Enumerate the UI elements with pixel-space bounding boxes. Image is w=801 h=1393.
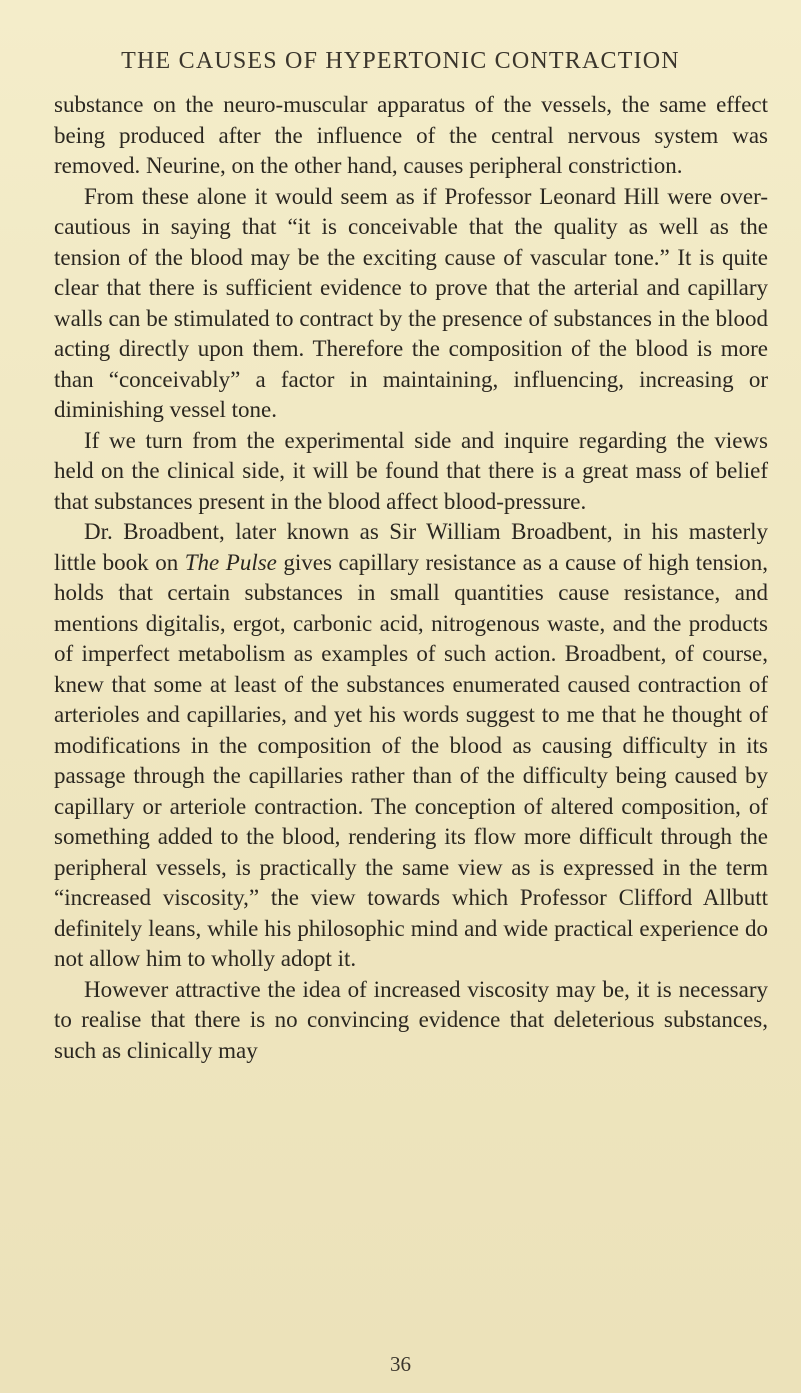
paragraph-4-lead: Dr. Broadbent, later known as Sir William Broadbent, in his masterly little book on [54,519,768,575]
paragraph-4 [54,517,768,975]
paragraph-1: substance on the neuro-muscular apparatus of the vessels, the same effect being produced after the influence of the central nervous system was removed. Neurine, on the other hand, causes peripheral constriction. [54,92,768,178]
page-number: 36 [390,1352,411,1376]
paragraph-5: However attractive the idea of increased viscosity may be, it is necessary to realise that there is no convincing evidence that deleterious substances, such as clinically may [54,976,768,1063]
book-title-the-pulse: The Pulse [184,549,277,575]
paragraph-3: If we turn from the experimental side and inquire regarding the views held on the clinical side, it will be found that there is a great mass of belief that substances present in the blood affect blood-pressure. [54,427,768,514]
body-text [54,90,768,1066]
paragraph-4-rest: gives capillary resistance as a cause of high tension, holds that certain substances in small quantities cause resistance, and mentions digitalis, ergot, carbonic acid, nitrogenous waste, and the products of imperfect metabolism as examples of such action. Broadbent, of course, knew that some at least of the substances enumerated caused contraction of arterioles and capillaries, and yet his words suggest to me that he thought of modifications in the composition of the blood as causing difficulty in its passage through the capillaries rather than of the difficulty being caused by capillary or arteriole contraction. The conception of altered composition, of something added to the blood, rendering its flow more difficult through the peripheral vessels, is practically the same view as is expressed in the term “increased viscosity,” the view towards which Professor Clifford Allbutt definitely leans, while his philosophic mind and wide practical experience do not allow him to wholly adopt it. [54,549,768,971]
running-head: THE CAUSES OF HYPERTONIC CONTRACTION [121,48,680,74]
paragraph-2: From these alone it would seem as if Professor Leonard Hill were over-cautious in saying that “it is conceivable that the quality as well as the tension of the blood may be the exciting cause of vascular tone.” It is quite clear that there is sufficient evidence to prove that the arterial and capillary walls can be stimulated to contract by the presence of substances in the blood acting directly upon them. Therefore the composition of the blood is more than “conceivably” a factor in maintaining, influencing, increasing or diminishing vessel tone. [54,183,768,422]
